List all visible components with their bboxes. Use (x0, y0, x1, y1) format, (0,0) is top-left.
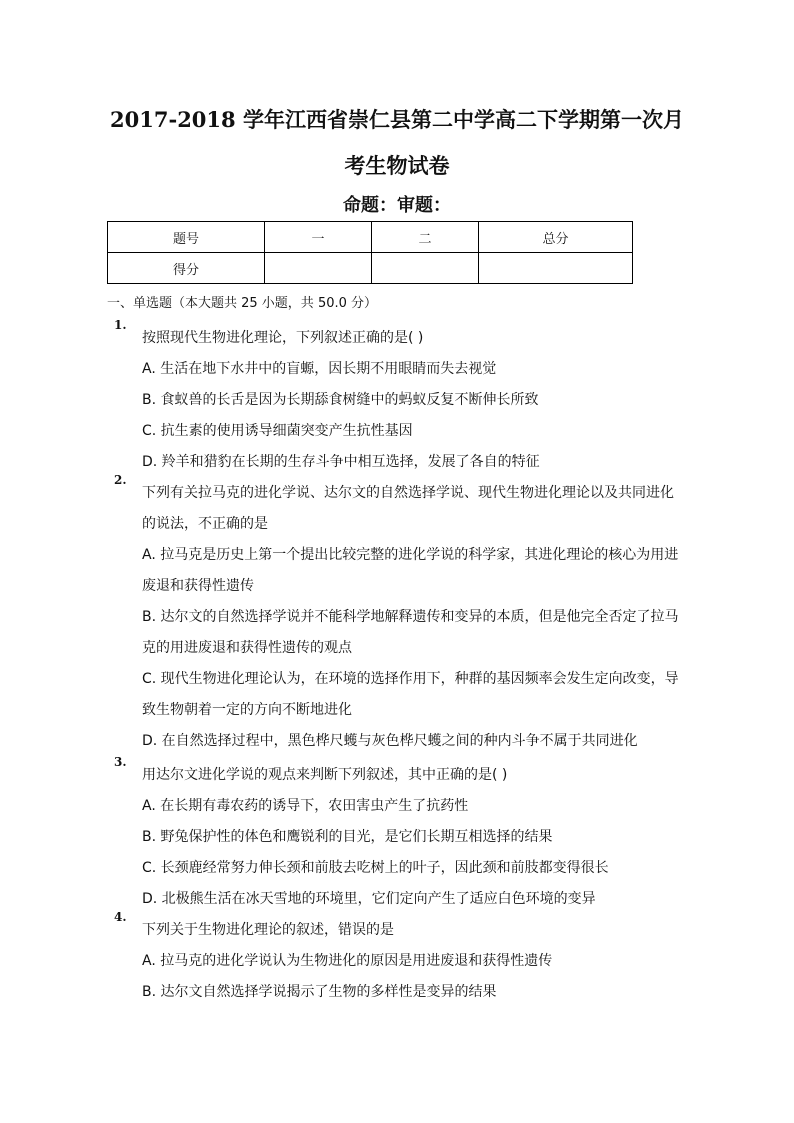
answer-option: B. 达尔文的自然选择学说并不能科学地解释遗传和变异的本质，但是他完全否定了拉马 (142, 609, 679, 625)
score-row-label: 得分 (108, 253, 265, 284)
answer-option: A. 生活在地下水井中的盲螈，因长期不用眼睛而失去视觉 (142, 361, 497, 377)
question-number: 3. (114, 755, 127, 769)
answer-option: D. 北极熊生活在冰天雪地的环境里，它们定向产生了适应白色环境的变异 (142, 891, 596, 907)
answer-option: D. 羚羊和猎豹在长期的生存斗争中相互选择，发展了各自的特征 (142, 454, 540, 470)
question-stem: 用达尔文进化学说的观点来判断下列叙述，其中正确的是( ) (142, 767, 508, 783)
answer-option: B. 食蚁兽的长舌是因为长期舔食树缝中的蚂蚁反复不断伸长所致 (142, 392, 539, 408)
question-stem: 的说法，不正确的是 (142, 516, 268, 532)
answer-option: A. 在长期有毒农药的诱导下，农田害虫产生了抗药性 (142, 798, 469, 814)
answer-option: B. 达尔文自然选择学说揭示了生物的多样性是变异的结果 (142, 984, 497, 1000)
score-header-cell: 总分 (479, 222, 633, 253)
answer-option: C. 长颈鹿经常努力伸长颈和前肢去吃树上的叶子，因此颈和前肢都变得很长 (142, 860, 609, 876)
question-number: 1. (114, 318, 127, 332)
answer-option: A. 拉马克的进化学说认为生物进化的原因是用进废退和获得性遗传 (142, 953, 553, 969)
question-stem: 按照现代生物进化理论，下列叙述正确的是( ) (142, 330, 424, 346)
score-table-score-row (108, 253, 633, 284)
section-heading: 一、单选题（本大题共 25 小题，共 50.0 分） (107, 296, 378, 311)
answer-option: 致生物朝着一定的方向不断地进化 (142, 702, 352, 718)
question-stem: 下列关于生物进化理论的叙述，错误的是 (142, 922, 394, 938)
score-header-cell: 一 (265, 222, 372, 253)
score-cell (265, 253, 372, 284)
document-title-line-1: 2017-2018 学年江西省崇仁县第二中学高二下学期第一次月 (110, 107, 684, 132)
answer-option: 克的用进废退和获得性遗传的观点 (142, 640, 352, 656)
author-line: 命题：审题： (343, 195, 451, 216)
answer-option: C. 抗生素的使用诱导细菌突变产生抗性基因 (142, 423, 413, 439)
answer-option: 废退和获得性遗传 (142, 578, 254, 594)
score-header-cell: 二 (372, 222, 479, 253)
question-stem: 下列有关拉马克的进化学说、达尔文的自然选择学说、现代生物进化理论以及共同进化 (142, 485, 674, 501)
score-cell (479, 253, 633, 284)
question-number: 4. (114, 910, 127, 924)
answer-option: A. 拉马克是历史上第一个提出比较完整的进化学说的科学家，其进化理论的核心为用进 (142, 547, 679, 563)
document-title-line-2: 考生物试卷 (344, 153, 450, 178)
question-number: 2. (114, 473, 127, 487)
answer-option: D. 在自然选择过程中，黑色桦尺蠖与灰色桦尺蠖之间的种内斗争不属于共同进化 (142, 733, 638, 749)
answer-option: B. 野兔保护性的体色和鹰锐利的目光，是它们长期互相选择的结果 (142, 829, 553, 845)
score-table (107, 221, 633, 284)
score-cell (372, 253, 479, 284)
score-header-cell: 题号 (108, 222, 265, 253)
score-table-header-row (108, 222, 633, 253)
answer-option: C. 现代生物进化理论认为，在环境的选择作用下，种群的基因频率会发生定向改变，导 (142, 671, 679, 687)
